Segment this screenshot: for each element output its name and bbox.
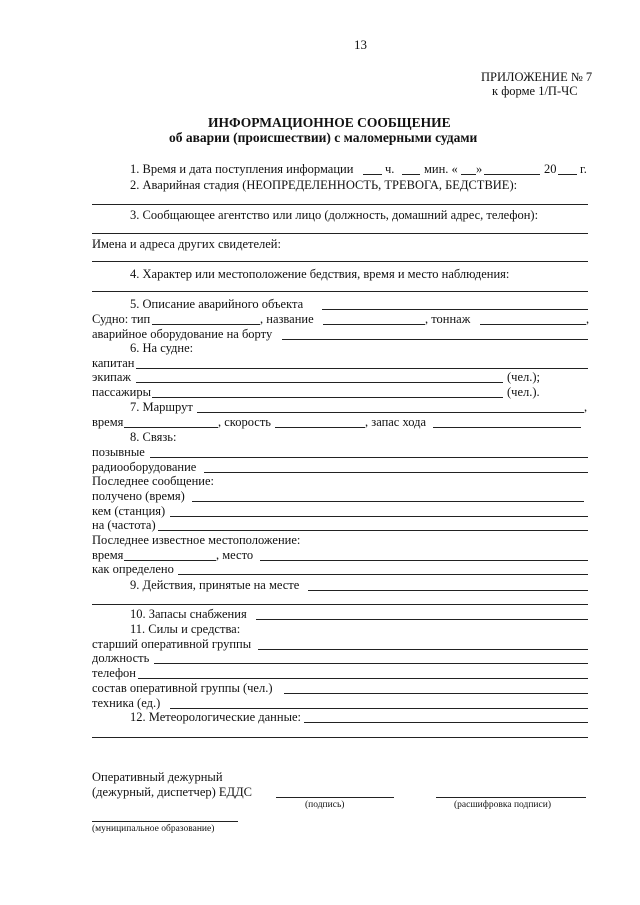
item3-label: 3. Сообщающее агентство или лицо (должность, домашний адрес, телефон): <box>130 208 539 222</box>
senior-officer-label: старший оперативной группы <box>92 637 252 651</box>
equipment-label: техника (ед.) <box>92 696 161 710</box>
emergency-equipment-label: аварийное оборудование на борту <box>92 327 273 341</box>
vessel-name-field[interactable] <box>323 324 425 325</box>
tonnage-field[interactable] <box>480 324 586 325</box>
emergency-equipment-field[interactable] <box>282 339 588 340</box>
position-label: должность <box>92 651 150 665</box>
captain-label: капитан <box>92 356 135 370</box>
item2-label: 2. Аварийная стадия (НЕОПРЕДЕЛЕННОСТЬ, ТРЕВОГА, БЕДСТВИЕ): <box>130 178 518 192</box>
minutes-unit: мин. « <box>424 162 458 176</box>
frequency-label: на (частота) <box>92 518 156 532</box>
supplies-field[interactable] <box>256 619 588 620</box>
minutes-field[interactable] <box>402 174 420 175</box>
passengers-unit: (чел.). <box>507 385 540 399</box>
call-signs-label: позывные <box>92 445 145 459</box>
crew-field[interactable] <box>136 382 503 383</box>
phone-label: телефон <box>92 666 136 680</box>
speed-label: , скорость <box>218 415 272 429</box>
vessel-type-label: Судно: тип <box>92 312 151 326</box>
phone-field[interactable] <box>138 678 588 679</box>
last-position-label: Последнее известное местоположение: <box>92 533 301 547</box>
tonnage-comma: , <box>586 312 590 326</box>
witnesses-label: Имена и адреса других свидетелей: <box>92 237 281 251</box>
by-station-field[interactable] <box>170 516 588 517</box>
last-message-label: Последнее сообщение: <box>92 474 215 488</box>
equipment-field[interactable] <box>170 708 588 709</box>
how-determined-label: как определено <box>92 562 174 576</box>
signature-decoding-caption: (расшифровка подписи) <box>454 800 551 810</box>
month-field[interactable] <box>484 174 540 175</box>
item7-label: 7. Маршрут <box>130 400 193 414</box>
witnesses-field[interactable] <box>92 261 588 262</box>
passengers-label: пассажиры <box>92 385 152 399</box>
senior-officer-field[interactable] <box>258 649 588 650</box>
tonnage-label: , тоннаж <box>425 312 471 326</box>
duty-officer-role-label: (дежурный, диспетчер) ЕДДС <box>92 785 252 799</box>
emergency-stage-field[interactable] <box>92 204 588 205</box>
actions-field[interactable] <box>308 590 588 591</box>
captain-field[interactable] <box>136 368 588 369</box>
place-label: , место <box>216 548 254 562</box>
received-field[interactable] <box>192 501 584 502</box>
appendix-form-ref: к форме 1/П-ЧС <box>492 84 578 98</box>
radio-equipment-field[interactable] <box>204 472 588 473</box>
place-field[interactable] <box>260 560 588 561</box>
day-field[interactable] <box>461 174 476 175</box>
vessel-type-field[interactable] <box>152 324 260 325</box>
object-description-field[interactable] <box>322 309 588 310</box>
time-field[interactable] <box>124 427 218 428</box>
weather-field-continued[interactable] <box>92 737 588 738</box>
route-field[interactable] <box>197 412 584 413</box>
incident-nature-field[interactable] <box>92 291 588 292</box>
route-comma: , <box>584 400 588 414</box>
item11-label: 11. Силы и средства: <box>130 622 241 636</box>
actions-field-continued[interactable] <box>92 604 588 605</box>
position-time-label: время <box>92 548 124 562</box>
municipality-caption: (муниципальное образование) <box>92 824 215 834</box>
item12-label: 12. Метеорологические данные: <box>130 710 301 724</box>
item4-label: 4. Характер или местоположение бедствия, время и место наблюдения: <box>130 267 510 281</box>
item5-label: 5. Описание аварийного объекта <box>130 297 304 311</box>
document-subtitle: об аварии (происшествии) с маломерными судами <box>169 130 478 145</box>
signature-decoding-field[interactable] <box>436 797 586 798</box>
position-time-field[interactable] <box>124 560 216 561</box>
time-label: время <box>92 415 124 429</box>
item6-label: 6. На судне: <box>130 341 194 355</box>
page-number: 13 <box>354 37 367 52</box>
vessel-name-label: , название <box>260 312 314 326</box>
crew-unit: (чел.); <box>507 370 540 384</box>
call-signs-field[interactable] <box>150 457 588 458</box>
by-station-label: кем (станция) <box>92 504 166 518</box>
signature-caption: (подпись) <box>305 800 345 810</box>
fuel-range-field[interactable] <box>433 427 581 428</box>
speed-field[interactable] <box>275 427 365 428</box>
document-title: ИНФОРМАЦИОННОЕ СООБЩЕНИЕ <box>208 115 451 130</box>
how-determined-field[interactable] <box>178 574 588 575</box>
item10-label: 10. Запасы снабжения <box>130 607 247 621</box>
item1-label: 1. Время и дата поступления информации <box>130 162 354 176</box>
hours-unit: ч. <box>385 162 395 176</box>
fuel-range-label: , запас хода <box>365 415 427 429</box>
passengers-field[interactable] <box>152 397 503 398</box>
duty-officer-label: Оперативный дежурный <box>92 770 223 784</box>
date-close-quote: » <box>476 162 483 176</box>
item8-label: 8. Связь: <box>130 430 177 444</box>
signature-field[interactable] <box>276 797 394 798</box>
item9-label: 9. Действия, принятые на месте <box>130 578 300 592</box>
year-prefix: 20 <box>544 162 557 176</box>
frequency-field[interactable] <box>158 530 588 531</box>
year-unit: г. <box>580 162 587 176</box>
weather-field[interactable] <box>304 722 588 723</box>
group-size-field[interactable] <box>284 693 588 694</box>
received-label: получено (время) <box>92 489 185 503</box>
appendix-title: ПРИЛОЖЕНИЕ № 7 <box>481 70 593 84</box>
hours-field[interactable] <box>363 174 382 175</box>
position-field[interactable] <box>154 663 588 664</box>
group-size-label: состав оперативной группы (чел.) <box>92 681 273 695</box>
crew-label: экипаж <box>92 370 132 384</box>
year-field[interactable] <box>558 174 577 175</box>
radio-equipment-label: радиооборудование <box>92 460 197 474</box>
reporting-agency-field[interactable] <box>92 233 588 234</box>
municipality-field[interactable] <box>92 821 238 822</box>
